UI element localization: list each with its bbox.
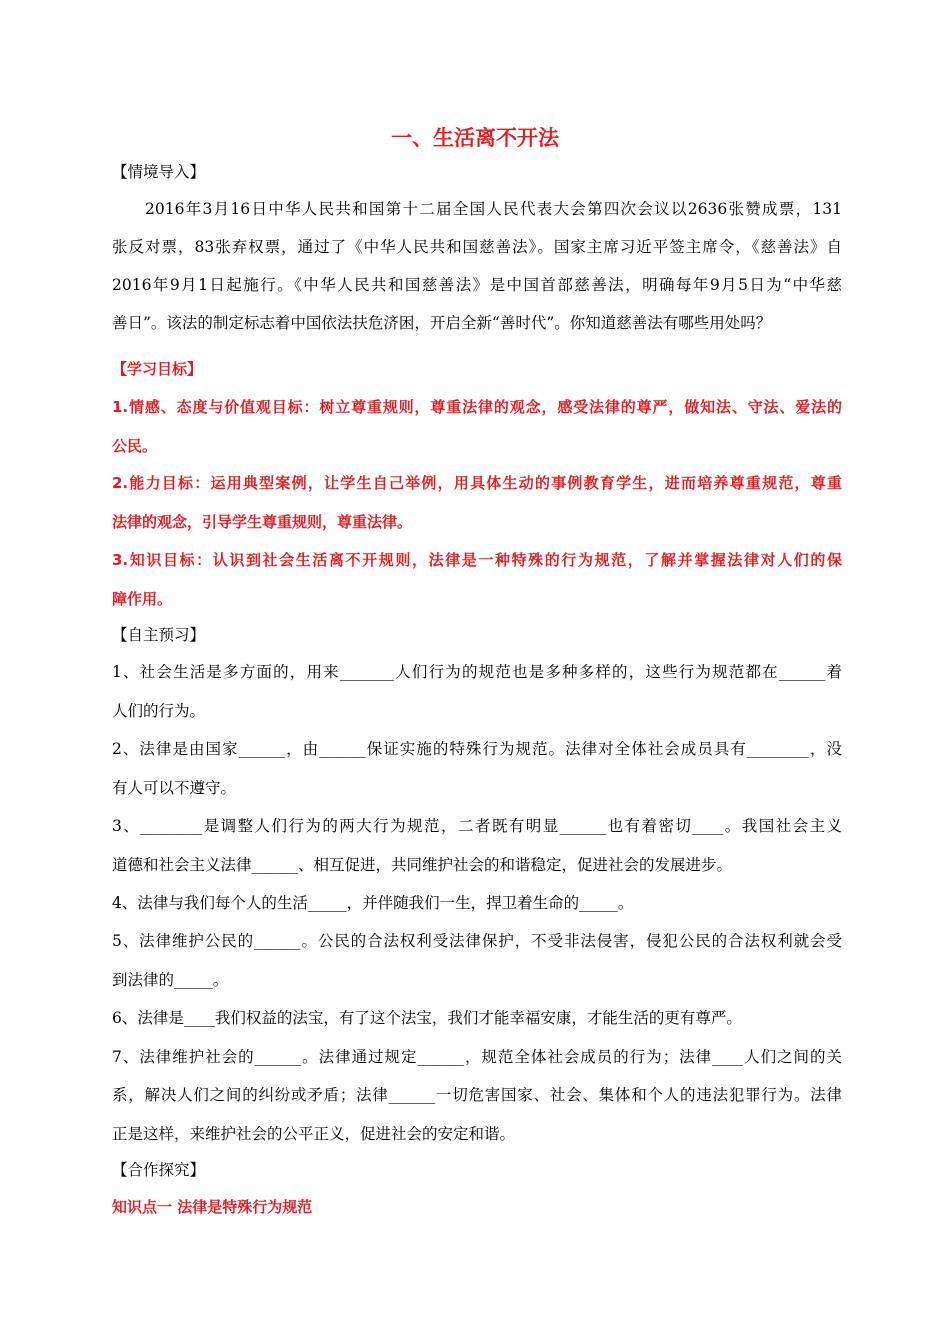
intro-line: 2016年9月1日起施行。《中华人民共和国慈善法》是中国首部慈善法，明确每年9月5日为“中华慈	[112, 276, 842, 294]
preview-line: 7、法律维护社会的______。法律通过规定______，规范全体社会成员的行为；法律____人们之间的关	[112, 1048, 842, 1066]
preview-line: 正是这样，来维护社会的公平正义，促进社会的安定和谐。	[112, 1125, 516, 1143]
preview-line: 1、社会生活是多方面的，用来_______人们行为的规范也是多种多样的，这些行为规范都在______着	[112, 663, 842, 681]
page-title: 一、生活离不开法	[391, 126, 559, 150]
goal-line: 公民。	[112, 437, 158, 455]
goals-heading: 【学习目标】	[112, 360, 203, 378]
preview-heading: 【自主预习】	[112, 626, 206, 644]
goal-line: 2.能力目标：运用典型案例，让学生自己举例，用具体生动的事例教育学生，进而培养尊重规范，尊重	[112, 474, 842, 492]
explore-heading: 【合作探究】	[112, 1161, 206, 1179]
goal-line: 障作用。	[112, 590, 173, 608]
preview-line: 到法律的_____。	[112, 971, 229, 989]
preview-line: 人们的行为。	[112, 702, 206, 720]
goal-line: 1.情感、态度与价值观目标：树立尊重规则，尊重法律的观念，感受法律的尊严，做知法、守法、爱法的	[112, 398, 842, 416]
preview-line: 5、法律维护公民的______。公民的合法权利受法律保护，不受非法侵害，侵犯公民的合法权利就会受	[112, 932, 842, 950]
preview-line: 3、________是调整人们行为的两大行为规范，二者既有明显______也有着密切____。我国社会主义	[112, 817, 842, 835]
intro-line: 善日”。该法的制定标志着中国依法扶危济困，开启全新“善时代”。你知道慈善法有哪些用处吗？	[112, 314, 772, 332]
knowledge-point-heading: 知识点一 法律是特殊行为规范	[112, 1198, 313, 1216]
goal-line: 3.知识目标：认识到社会生活离不开规则，法律是一种特殊的行为规范，了解并掌握法律对人们的保	[112, 551, 842, 569]
preview-line: 4、法律与我们每个人的生活_____，并伴随我们一生，捍卫着生命的_____。	[112, 894, 634, 912]
intro-line: 2016年3月16日中华人民共和国第十二届全国人民代表大会第四次会议以2636张赞成票，131	[145, 200, 842, 218]
preview-line: 系，解决人们之间的纠纷或矛盾；法律______一切危害国家、社会、集体和个人的违法犯罪行为。法律	[112, 1086, 842, 1104]
preview-line: 2、法律是由国家______，由______保证实施的特殊行为规范。法律对全体社会成员具有________，没	[112, 740, 842, 758]
preview-line: 6、法律是____我们权益的法宝，有了这个法宝，我们才能幸福安康，才能生活的更有尊严。	[112, 1009, 742, 1027]
intro-heading: 【情境导入】	[112, 163, 206, 181]
intro-line: 张反对票，83张弃权票，通过了《中华人民共和国慈善法》。国家主席习近平签主席令，《慈善法》自	[112, 238, 842, 256]
goal-line: 法律的观念，引导学生尊重规则，尊重法律。	[112, 513, 413, 531]
preview-line: 有人可以不遵守。	[112, 779, 237, 797]
preview-line: 道德和社会主义法律______、相互促进，共同维护社会的和谐稳定，促进社会的发展进步。	[112, 856, 733, 874]
